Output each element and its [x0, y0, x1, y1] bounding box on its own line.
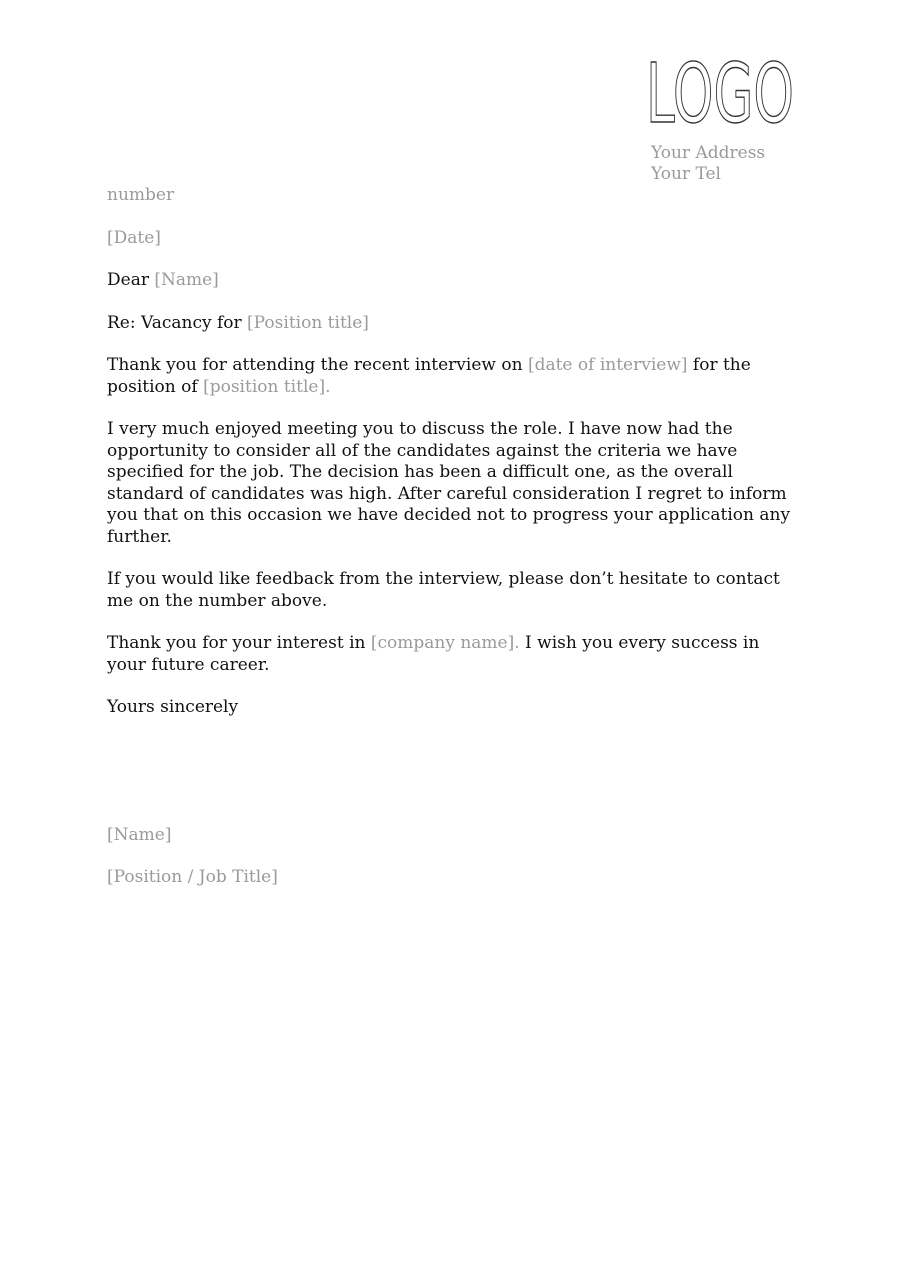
interview-date-placeholder: [date of interview] — [527, 355, 688, 375]
subject-line — [107, 313, 797, 335]
logo-text: LOGO — [646, 47, 794, 142]
paragraph-text: Thank you for attending the recent interview on — [107, 355, 528, 375]
subject-position: [Position title] — [247, 312, 369, 333]
paragraph-decision: I very much enjoyed meeting you to discuss the role. I have now had the opportunity to consider all of the candidates against the criteria we have specified for the job. The decision has been a difficult one, as the overall standard of candidates was high. After careful consideration I regret to inform you that on this occasion we have decided not to progress your application any further. — [107, 419, 791, 547]
recipient-name: [Name] — [154, 270, 219, 290]
sender-tel: Your Tel — [651, 164, 721, 184]
paragraph-interview — [107, 355, 797, 398]
sender-address-block — [651, 143, 765, 185]
paragraph-thanks — [107, 633, 797, 676]
paragraph-text: Thank you for your interest in — [107, 633, 371, 653]
salutation-prefix: Dear — [107, 270, 155, 290]
salutation — [107, 270, 797, 292]
letter-date: [Date] — [107, 227, 161, 248]
closing: Yours sincerely — [107, 697, 239, 717]
company-placeholder: [company name]. — [370, 633, 520, 653]
sender-tel-continuation: number — [107, 185, 175, 205]
letter-body — [107, 185, 797, 910]
signature-space — [107, 740, 797, 825]
sender-address: Your Address — [651, 143, 766, 163]
paragraph-text: for the position of — [107, 355, 751, 397]
logo — [646, 44, 796, 142]
paragraph-feedback: If you would like feedback from the interview, please don’t hesitate to contact me on the number above. — [107, 569, 780, 611]
paragraph-text: I wish you every success in your future career. — [107, 633, 760, 675]
signatory-position: [Position / Job Title] — [107, 867, 278, 887]
signatory-name: [Name] — [107, 824, 172, 845]
subject-prefix: Re: Vacancy for — [107, 312, 248, 333]
position-placeholder: [position title]. — [203, 376, 331, 397]
